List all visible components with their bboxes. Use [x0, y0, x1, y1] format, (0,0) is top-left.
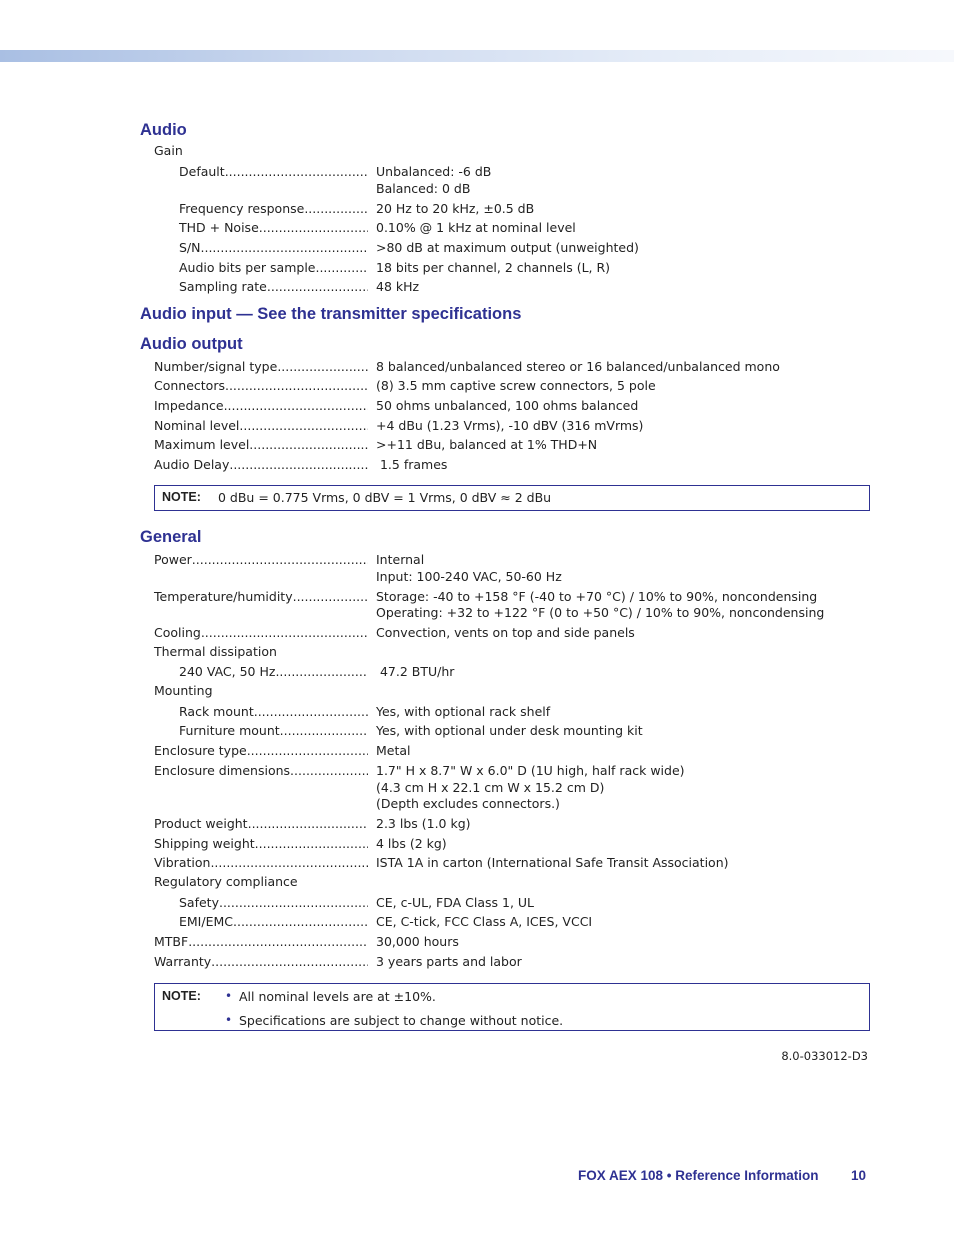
- spec-row-sn: S/N .....: [179, 239, 368, 257]
- spec-value-product-weight: 2.3 lbs (1.0 kg): [376, 816, 471, 831]
- page-number: 10: [851, 1168, 867, 1183]
- spec-value-maximum-level: >+11 dBu, balanced at 1% THD+N: [376, 437, 598, 452]
- spec-value-thd: 0.10% @ 1 kHz at nominal level: [376, 220, 576, 235]
- spec-value-warranty: 3 years parts and labor: [376, 954, 522, 969]
- spec-value-connectors: (8) 3.5 mm captive screw connectors, 5 pole: [376, 378, 656, 393]
- spec-row-nominal-level: Nominal level .....: [154, 417, 368, 435]
- note-text: 0 dBu = 0.775 Vrms, 0 dBV = 1 Vrms, 0 dBV ≈ 2 dBu: [218, 490, 552, 505]
- spec-row-enclosure-dimensions: Enclosure dimensions .....: [154, 762, 368, 780]
- spec-value-default-2: Balanced: 0 dB: [376, 181, 471, 196]
- spec-row-bits: Audio bits per sample .....: [179, 259, 368, 277]
- spec-value-emi: CE, C-tick, FCC Class A, ICES, VCCI: [376, 914, 593, 929]
- spec-value-signal-type: 8 balanced/unbalanced stereo or 16 balanced/unbalanced mono: [376, 359, 780, 374]
- footer-title: FOX AEX 108 • Reference Information: [578, 1168, 819, 1183]
- note-bullet-1: All nominal levels are at ±10%.: [239, 989, 436, 1004]
- note-label: NOTE:: [162, 989, 201, 1003]
- spec-row-impedance: Impedance .....: [154, 397, 368, 415]
- spec-value-rack-mount: Yes, with optional rack shelf: [376, 704, 551, 719]
- spec-row-emi: EMI/EMC .....: [179, 913, 368, 931]
- spec-row-maximum-level: Maximum level .....: [154, 436, 368, 454]
- spec-row-temperature: Temperature/humidity .....: [154, 588, 368, 606]
- document-number: 8.0-033012-D3: [781, 1049, 868, 1063]
- spec-value-power-2: Input: 100-240 VAC, 50-60 Hz: [376, 569, 562, 584]
- spec-row-cooling: Cooling .....: [154, 624, 368, 642]
- section-heading-audio-output: Audio output: [140, 335, 243, 353]
- regulatory-label: Regulatory compliance: [154, 874, 298, 889]
- spec-row-product-weight: Product weight .....: [154, 815, 368, 833]
- spec-value-enclosure-type: Metal: [376, 743, 411, 758]
- spec-row-signal-type: Number/signal type .....: [154, 358, 368, 376]
- spec-value-default-1: Unbalanced: -6 dB: [376, 164, 492, 179]
- spec-row-shipping-weight: Shipping weight .....: [154, 835, 368, 853]
- spec-row-rack-mount: Rack mount .....: [179, 703, 368, 721]
- spec-row-frequency: Frequency response .....: [179, 200, 368, 218]
- spec-value-sn: >80 dB at maximum output (unweighted): [376, 240, 639, 255]
- spec-value-frequency: 20 Hz to 20 kHz, ±0.5 dB: [376, 201, 535, 216]
- spec-value-temperature-1: Storage: -40 to +158 °F (-40 to +70 °C) / 10% to 90%, noncondensing: [376, 589, 818, 604]
- gain-label: Gain: [154, 143, 183, 158]
- spec-row-furniture-mount: Furniture mount .....: [179, 722, 368, 740]
- thermal-label: Thermal dissipation: [154, 644, 277, 659]
- spec-row-audio-delay: Audio Delay .....: [154, 456, 368, 474]
- spec-row-safety: Safety .....: [179, 894, 368, 912]
- section-heading-audio-input: Audio input — See the transmitter specifications: [140, 305, 522, 323]
- header-band: [0, 50, 954, 62]
- spec-value-power-1: Internal: [376, 552, 425, 567]
- spec-value-enclosure-dim-1: 1.7" H x 8.7" W x 6.0" D (1U high, half rack wide): [376, 763, 685, 778]
- spec-value-enclosure-dim-3: (Depth excludes connectors.): [376, 796, 560, 811]
- spec-row-power: Power .....: [154, 551, 368, 569]
- spec-row-thermal: 240 VAC, 50 Hz .....: [179, 663, 368, 681]
- spec-value-cooling: Convection, vents on top and side panels: [376, 625, 635, 640]
- spec-value-temperature-2: Operating: +32 to +122 °F (0 to +50 °C) / 10% to 90%, noncondensing: [376, 605, 825, 620]
- bullet-icon: •: [225, 1013, 233, 1027]
- spec-row-warranty: Warranty .....: [154, 953, 368, 971]
- spec-value-impedance: 50 ohms unbalanced, 100 ohms balanced: [376, 398, 639, 413]
- spec-value-vibration: ISTA 1A in carton (International Safe Transit Association): [376, 855, 729, 870]
- note-box-dbu: [154, 485, 870, 511]
- spec-value-audio-delay: 1.5 frames: [376, 457, 448, 472]
- spec-row-vibration: Vibration .....: [154, 854, 368, 872]
- spec-value-sampling: 48 kHz: [376, 279, 420, 294]
- note-bullet-2: Specifications are subject to change without notice.: [239, 1013, 564, 1028]
- section-heading-general: General: [140, 528, 202, 546]
- spec-value-mtbf: 30,000 hours: [376, 934, 459, 949]
- spec-row-sampling: Sampling rate .....: [179, 278, 368, 296]
- section-heading-audio: Audio: [140, 121, 187, 139]
- note-label: NOTE:: [162, 490, 201, 504]
- spec-value-shipping-weight: 4 lbs (2 kg): [376, 836, 447, 851]
- spec-value-thermal: 47.2 BTU/hr: [376, 664, 455, 679]
- spec-value-safety: CE, c-UL, FDA Class 1, UL: [376, 895, 535, 910]
- spec-value-furniture-mount: Yes, with optional under desk mounting kit: [376, 723, 643, 738]
- spec-value-bits: 18 bits per channel, 2 channels (L, R): [376, 260, 611, 275]
- spec-value-enclosure-dim-2: (4.3 cm H x 22.1 cm W x 15.2 cm D): [376, 780, 605, 795]
- spec-row-thd: THD + Noise .....: [179, 219, 368, 237]
- spec-row-default: Default .....: [179, 163, 368, 181]
- note-box-specifications: [154, 983, 870, 1031]
- spec-row-enclosure-type: Enclosure type .....: [154, 742, 368, 760]
- spec-row-connectors: Connectors .....: [154, 377, 368, 395]
- spec-row-mtbf: MTBF .....: [154, 933, 368, 951]
- bullet-icon: •: [225, 989, 233, 1003]
- mounting-label: Mounting: [154, 683, 213, 698]
- spec-value-nominal-level: +4 dBu (1.23 Vrms), -10 dBV (316 mVrms): [376, 418, 644, 433]
